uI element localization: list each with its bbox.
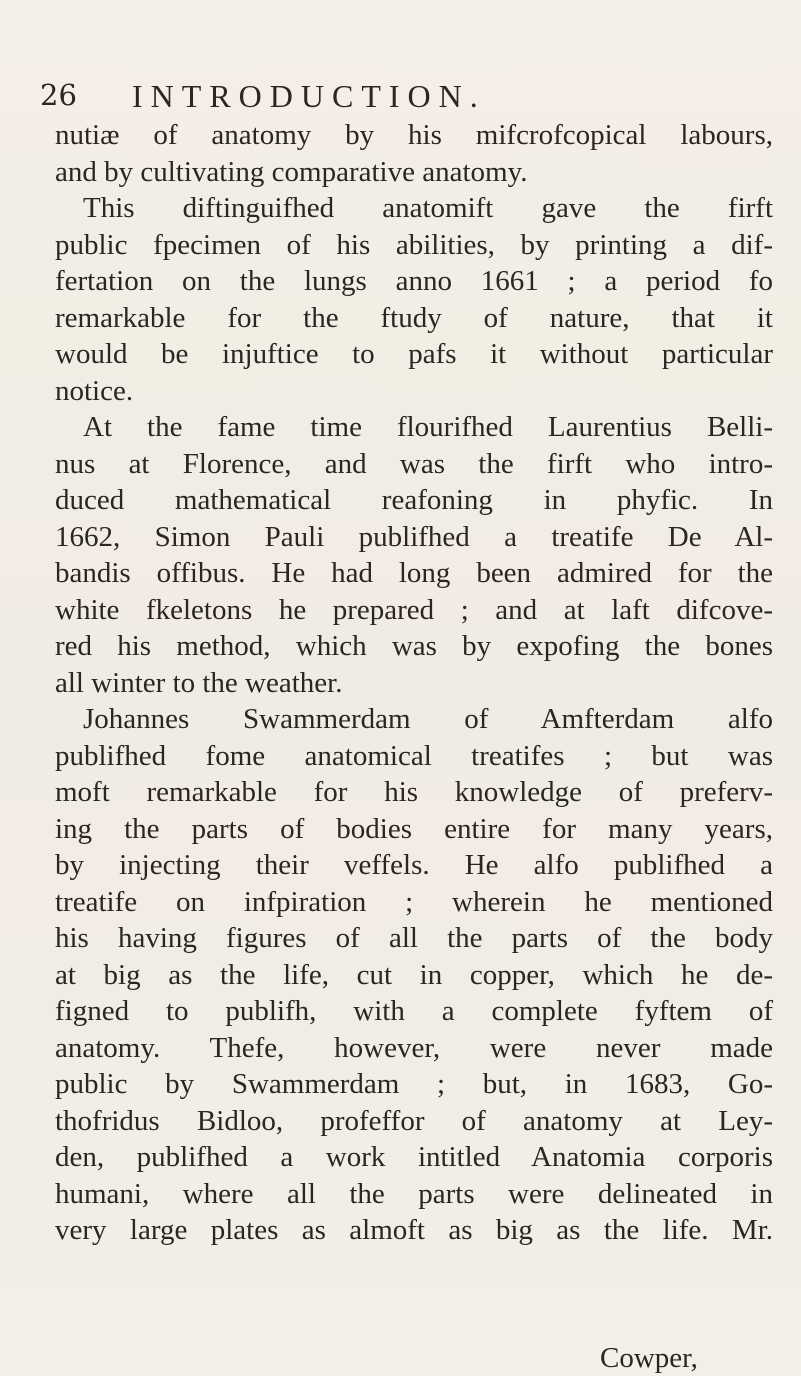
text-line: humani, where all the parts were delineated in [55, 1177, 773, 1210]
text-line: thofridus Bidloo, profeffor of anatomy at Ley- [55, 1104, 773, 1137]
text-line: den, publifhed a work intitled Anatomia corporis [55, 1141, 773, 1173]
text-line: nutiæ of anatomy by his mifcrofcopical labours, [55, 119, 773, 151]
text-line: publifhed fome anatomical treatifes ; but was [55, 739, 773, 772]
text-line: treatife on infpiration ; wherein he mentioned [55, 885, 773, 918]
page-number: 26 [40, 78, 77, 112]
text-line: fertation on the lungs anno 1661 ; a period fo [55, 265, 773, 297]
text-line: public fpecimen of his abilities, by printing a dif- [55, 228, 773, 261]
text-line: remarkable for the ftudy of nature, that it [55, 301, 773, 334]
text-line: figned to publifh, with a complete fyftem of [55, 995, 773, 1027]
text-line: This diftinguifhed anatomift gave the firft [83, 192, 773, 224]
text-line: Johannes Swammerdam of Amfterdam alfo [83, 703, 773, 735]
page-header [40, 78, 800, 118]
text-line: bandis offibus. He had long been admired for the [55, 557, 773, 589]
text-line: his having figures of all the parts of the body [55, 922, 773, 954]
text-line: public by Swammerdam ; but, in 1683, Go- [55, 1068, 773, 1100]
text-line: anatomy. Thefe, however, were never made [55, 1031, 773, 1064]
text-line: duced mathematical reafoning in phyfic. In [55, 484, 773, 516]
text-line: moft remarkable for his knowledge of preferv- [55, 776, 773, 808]
text-line: red his method, which was by expofing the bones [55, 630, 773, 662]
text-line: At the fame time flourifhed Laurentius Belli- [83, 411, 773, 443]
text-line: at big as the life, cut in copper, which he de- [55, 958, 773, 991]
text-line: ing the parts of bodies entire for many years, [55, 812, 773, 845]
text-line: white fkeletons he prepared ; and at laft difcove- [55, 593, 773, 626]
text-line: would be injuftice to pafs it without particular [55, 338, 773, 370]
catchword: Cowper, [600, 1342, 698, 1374]
body-text [55, 117, 773, 1249]
text-line: very large plates as almoft as big as the life. Mr. [55, 1214, 773, 1246]
text-line: nus at Florence, and was the firft who intro- [55, 447, 773, 480]
text-line: and by cultivating comparative anatomy. [55, 155, 528, 188]
text-line: by injecting their veffels. He alfo publifhed a [55, 849, 773, 881]
text-line: notice. [55, 374, 134, 407]
text-line: all winter to the weather. [55, 666, 343, 699]
running-head: INTRODUCTION. [132, 78, 486, 114]
text-line: 1662, Simon Pauli publifhed a treatife De Al- [55, 520, 773, 553]
